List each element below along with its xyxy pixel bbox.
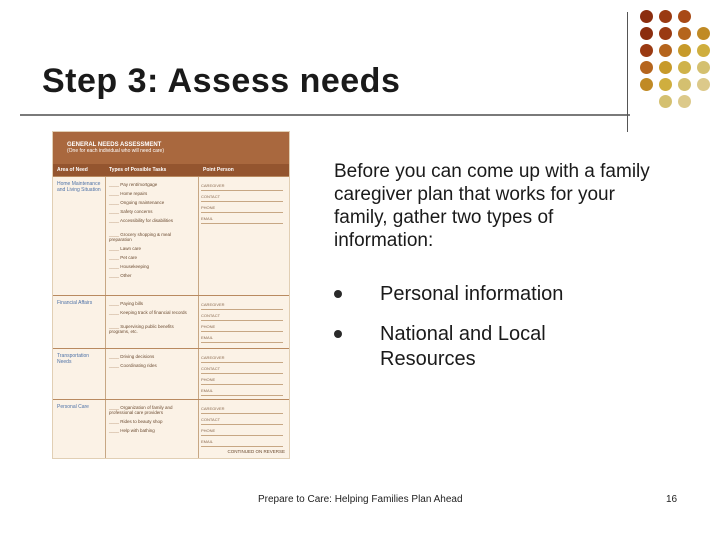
form-task: ____ Grocery shopping & meal preparation [109,232,195,242]
dot-decoration [678,95,691,108]
dot-decoration [678,78,691,91]
dot-decoration [697,78,710,91]
title-divider [20,114,630,116]
form-task: ____ Accessibility for disabilities [109,218,195,223]
form-point-field: EMAIL [201,388,283,396]
form-task: ____ Ongoing maintenance [109,200,195,205]
bullet-text: Personal information [380,283,564,305]
form-point-field: CONTACT [201,366,283,374]
form-divider [105,177,106,295]
form-point-field: PHONE [201,205,283,213]
dot-decoration [697,10,710,23]
form-point-field: PHONE [201,428,283,436]
form-section [53,295,289,348]
needs-assessment-form-image [52,131,290,459]
dot-decoration [697,61,710,74]
form-section-name: Financial Affairs [57,300,93,306]
form-point-field: CONTACT [201,417,283,425]
dot-decoration [697,27,710,40]
col-tasks: Types of Possible Tasks [109,167,167,173]
dot-decoration [640,44,653,57]
form-section-name: Transportation Needs [57,353,90,365]
form-task: ____ Lawn care [109,246,195,251]
dot-decoration [640,78,653,91]
dot-decoration [697,95,710,108]
form-section-name: Personal Care [57,404,89,410]
col-point: Point Person [203,167,234,173]
form-column-headers [53,164,289,176]
form-divider [198,400,199,459]
bullet-icon [334,330,342,338]
dot-decoration [640,95,653,108]
slide-title: Step 3: Assess needs [42,62,401,100]
form-task: ____ Pet care [109,255,195,260]
bullet-icon [334,290,342,298]
dot-decoration [659,61,672,74]
form-task: ____ Pay rent/mortgage [109,182,195,187]
form-divider [198,177,199,295]
form-task: ____ Help with bathing [109,428,195,433]
form-subtitle: (One for each individual who will need care) [67,148,164,154]
dot-decoration [659,10,672,23]
form-footer: CONTINUED ON REVERSE [227,449,285,454]
col-area: Area of Need [57,167,88,173]
form-divider [198,296,199,348]
dot-decoration [678,10,691,23]
form-section [53,176,289,295]
form-task: ____ Organization of family and professional care providers [109,405,195,415]
form-task: ____ Housekeeping [109,264,195,269]
form-point-field: CAREGIVER [201,406,283,414]
dot-decoration [678,44,691,57]
form-task: ____ Driving decisions [109,354,195,359]
form-point-field: EMAIL [201,216,283,224]
decorative-dots [640,10,710,108]
dot-decoration [659,95,672,108]
intro-text: Before you can come up with a family caregiver plan that works for your family, gather two types of information: [334,161,650,251]
form-point-field: EMAIL [201,439,283,447]
form-point-field: PHONE [201,377,283,385]
form-task: ____ Paying bills [109,301,195,306]
form-divider [198,349,199,399]
form-task: ____ Keeping track of financial records [109,310,195,315]
form-point-field: CONTACT [201,313,283,321]
dot-decoration [678,61,691,74]
form-task: ____ Rides to beauty shop [109,419,195,424]
form-section [53,348,289,399]
dot-decoration [659,44,672,57]
form-point-field: CONTACT [201,194,283,202]
form-divider [105,349,106,399]
form-point-field: CAREGIVER [201,355,283,363]
form-section-name: Home Maintenance and Living Situation [57,181,101,193]
slide-footer: Prepare to Care: Helping Families Plan Ahead [258,494,463,505]
dot-decoration [640,27,653,40]
bullet-text: National and Local Resources [380,323,546,370]
form-task: ____ Other [109,273,195,278]
dot-decoration [640,61,653,74]
form-title: GENERAL NEEDS ASSESSMENT [67,142,162,148]
dot-decoration [659,78,672,91]
form-divider [105,296,106,348]
form-point-field: PHONE [201,324,283,332]
dot-decoration [697,44,710,57]
form-sections [53,176,289,459]
form-header [53,132,289,164]
form-point-field: CAREGIVER [201,302,283,310]
dot-decoration [678,27,691,40]
vertical-rule [627,12,628,132]
dot-decoration [659,27,672,40]
form-task: ____ Safety concerns [109,209,195,214]
dot-decoration [640,10,653,23]
form-task: ____ Supervising public benefits programs, etc. [109,324,195,334]
page-number: 16 [666,494,678,505]
form-point-field: EMAIL [201,335,283,343]
form-task: ____ Coordinating rides [109,363,195,368]
form-task: ____ Home repairs [109,191,195,196]
form-divider [105,400,106,459]
form-point-field: CAREGIVER [201,183,283,191]
